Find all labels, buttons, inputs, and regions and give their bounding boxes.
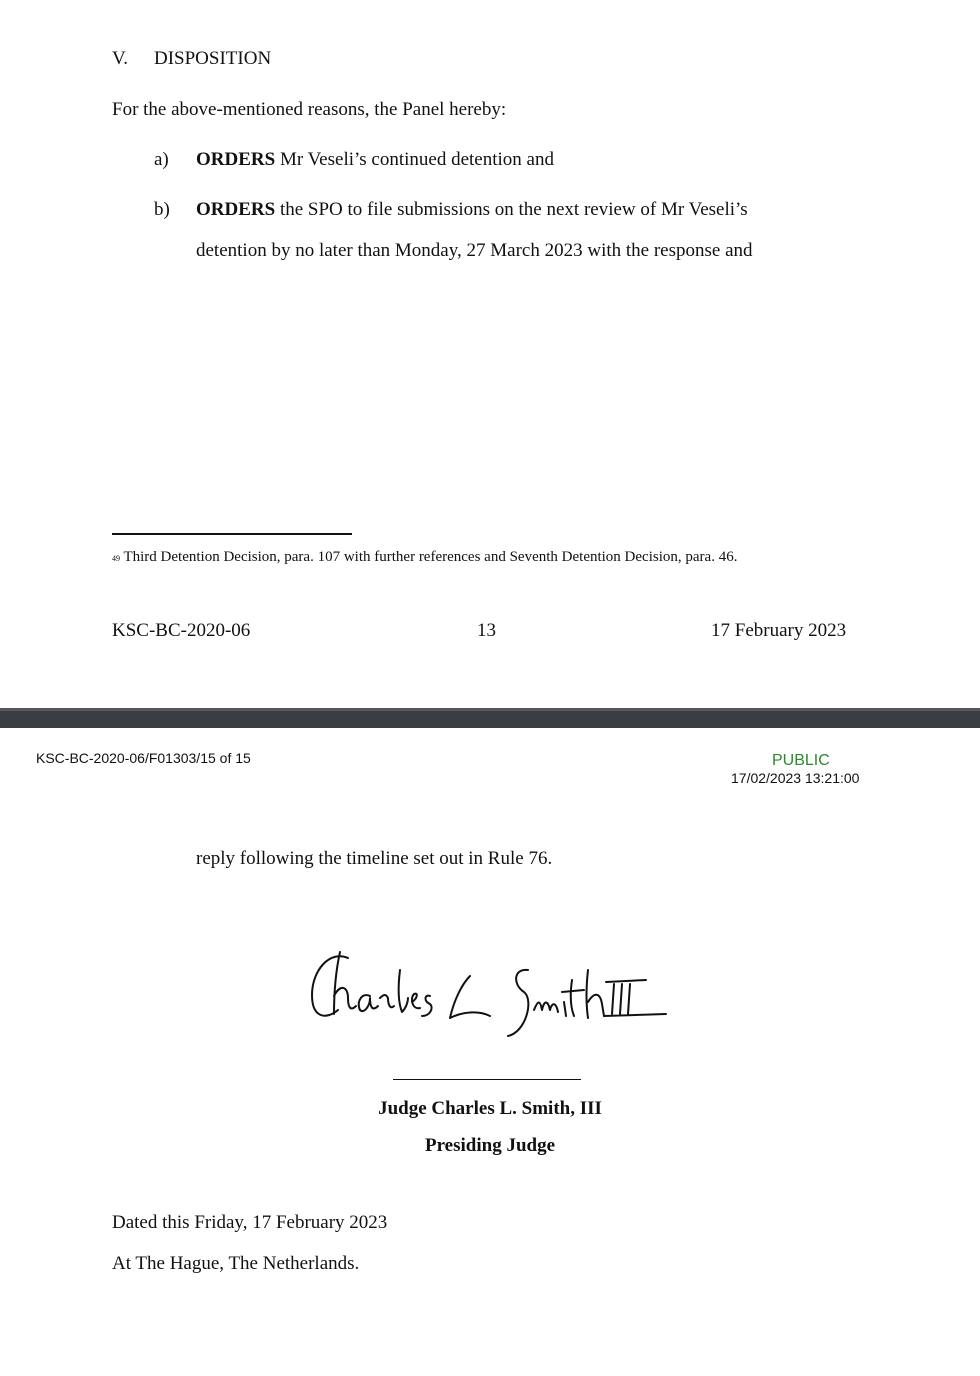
place-line: At The Hague, The Netherlands. [112,1253,360,1274]
item-b-label: b) [154,199,170,220]
item-a-label: a) [154,149,169,170]
dated-line: Dated this Friday, 17 February 2023 [112,1212,388,1233]
item-a-verb: ORDERS [196,149,276,170]
footnote-text: Third Detention Decision, para. 107 with further references and Seventh Detention Decision, para. 46. [120,549,738,565]
footnote [112,546,864,568]
item-b-line2: detention by no later than Monday, 27 March 2023 with the response and [196,240,753,261]
footnote-marker: 49 [112,554,120,563]
signature-line [393,1079,581,1080]
footer-case-number: KSC-BC-2020-06 [112,620,251,641]
filing-timestamp: 17/02/2023 13:21:00 [731,770,860,786]
classification-stamp: PUBLIC [772,752,830,769]
footer-page-number: 13 [477,620,496,641]
footer-date: 17 February 2023 [711,620,847,641]
intro-paragraph: For the above-mentioned reasons, the Panel hereby: [112,99,507,120]
item-b-text [196,199,748,221]
section-number: V. [112,48,129,69]
section-heading [112,48,271,70]
judge-role: Presiding Judge [424,1135,556,1156]
item-b-line1: the SPO to file submissions on the next review of Mr Veseli’s [275,199,748,220]
handwritten-signature [300,940,680,1040]
judge-name: Judge Charles L. Smith, III [378,1098,602,1119]
page-separator [0,708,980,728]
document-reference: KSC-BC-2020-06/F01303/15 of 15 [36,750,251,766]
item-b-verb: ORDERS [196,199,276,220]
footnote-divider [112,533,352,535]
item-a-text [196,149,554,171]
continuation-text: reply following the timeline set out in Rule 76. [196,848,553,869]
item-a-line1: Mr Veseli’s continued detention and [275,149,554,170]
section-title: DISPOSITION [154,48,272,69]
